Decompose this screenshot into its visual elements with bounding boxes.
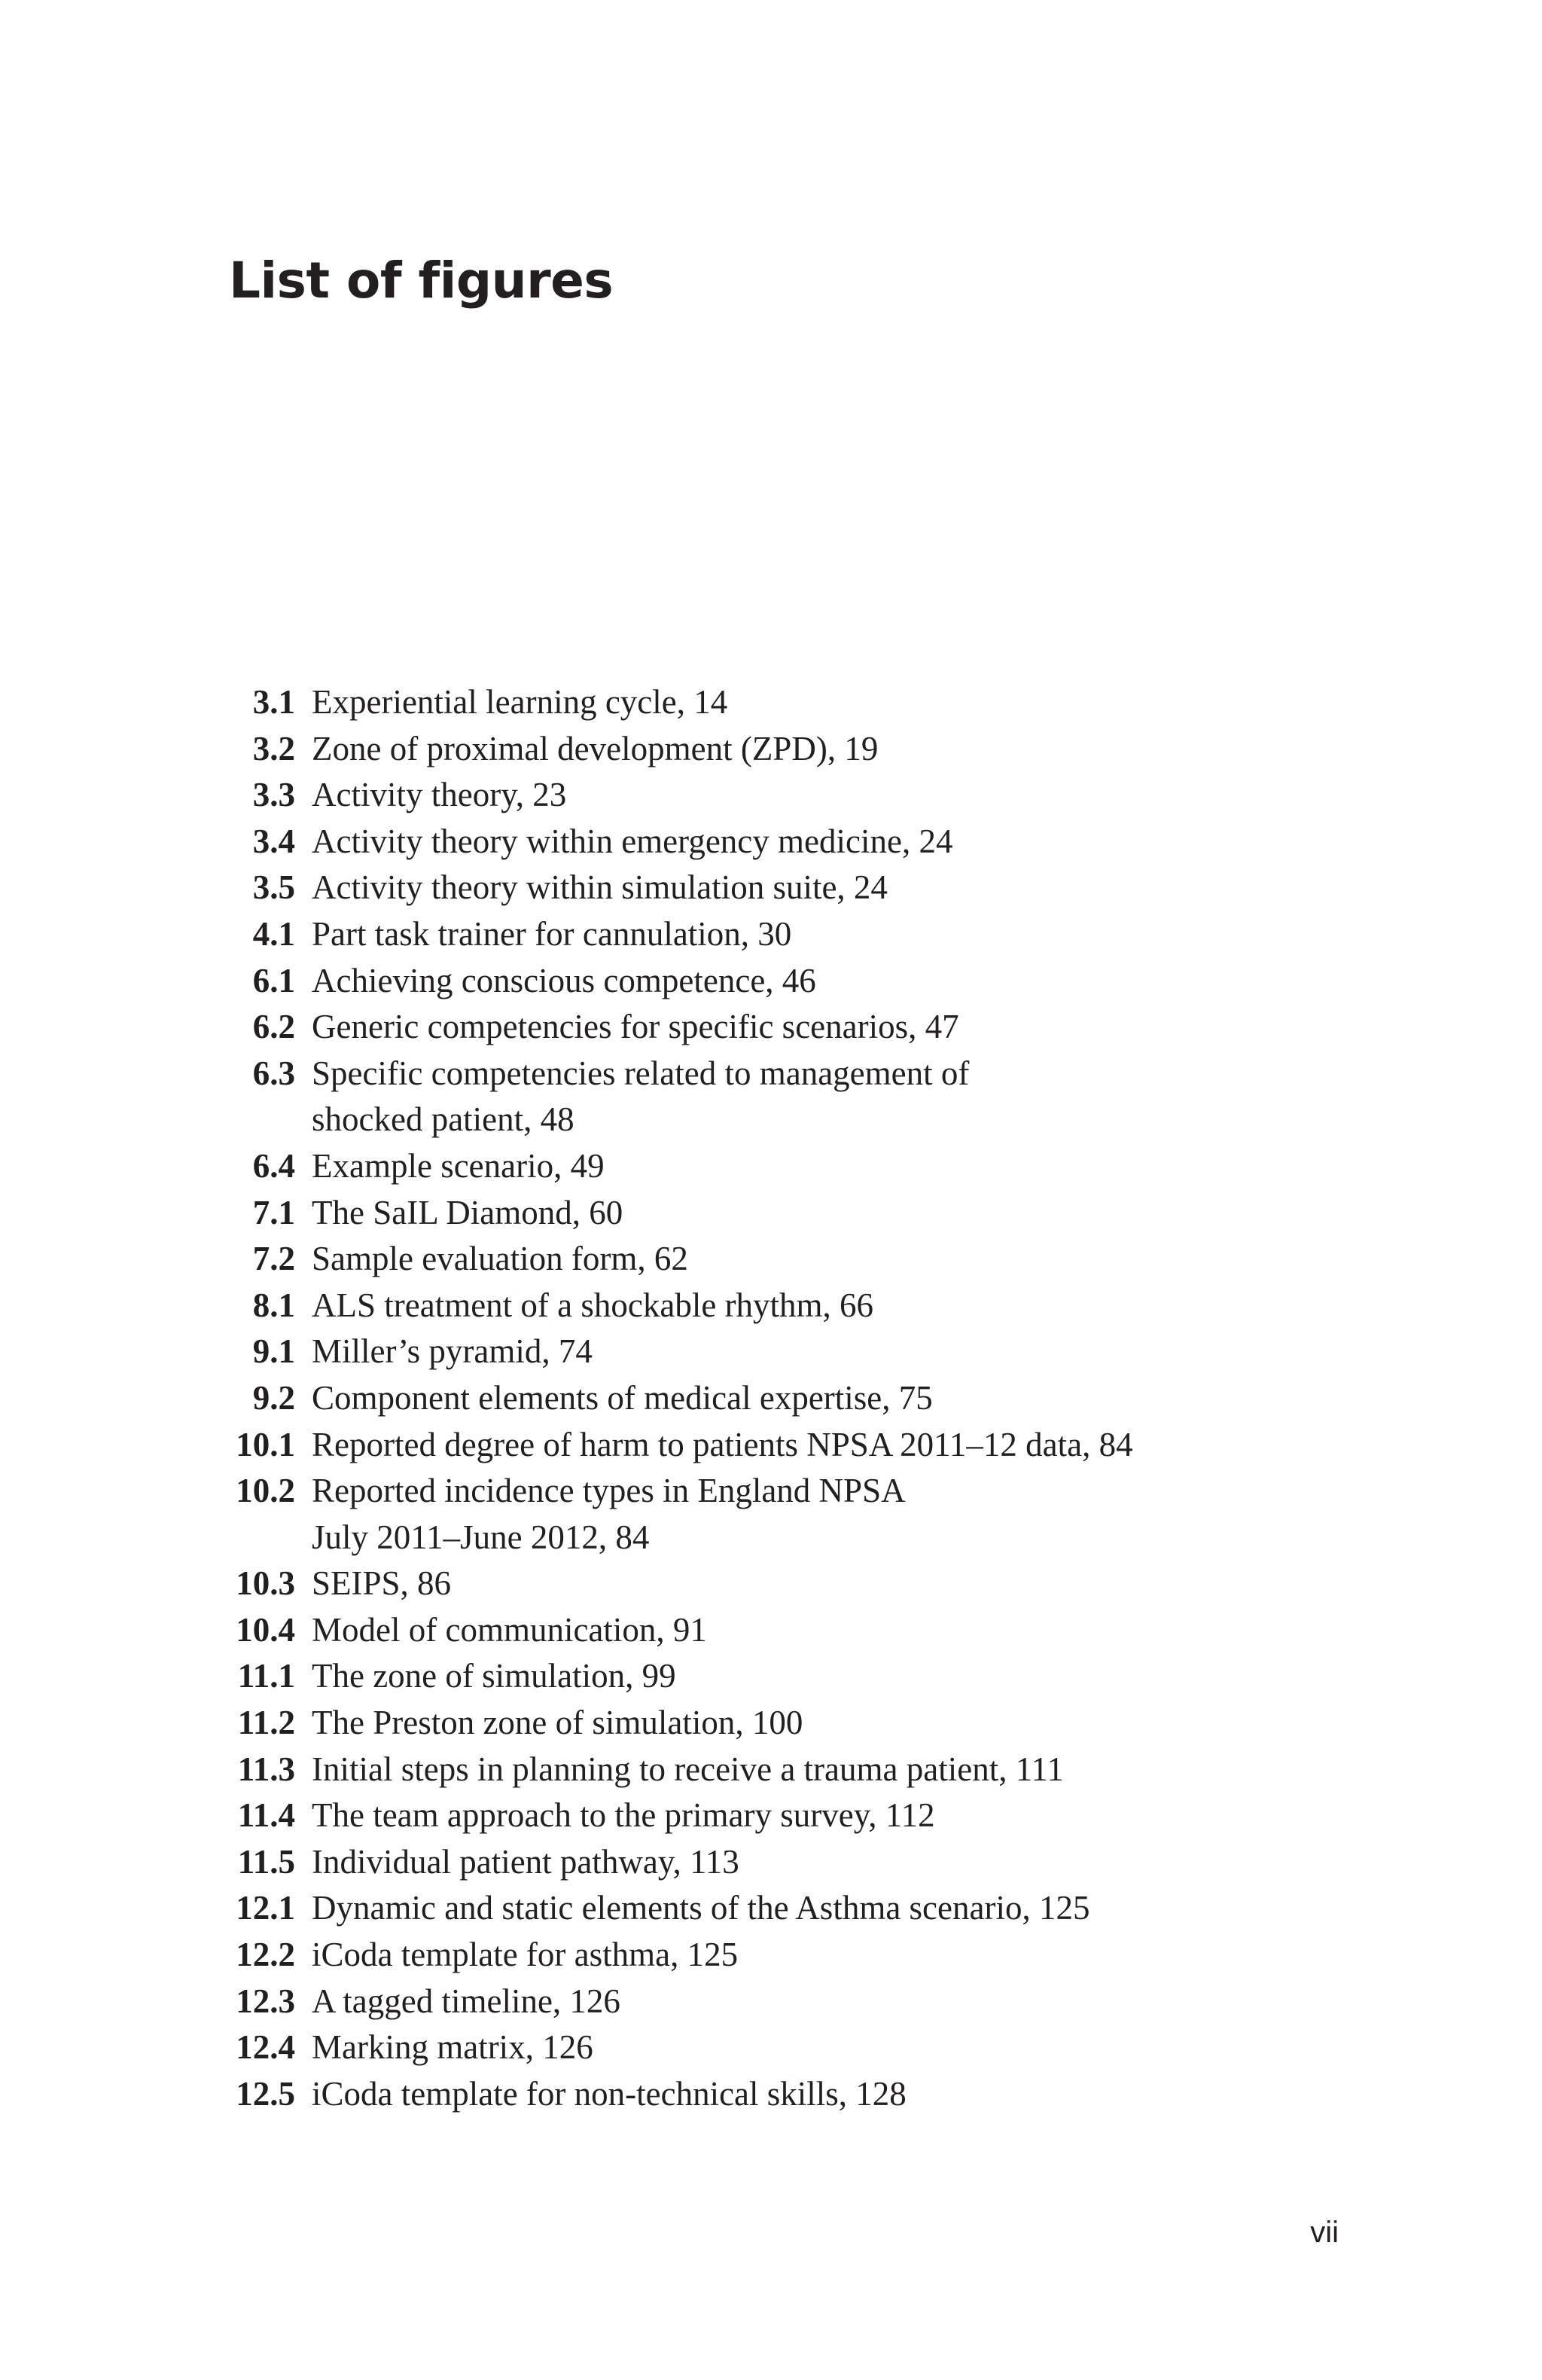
figure-entry xyxy=(0,2071,1542,2118)
figure-number: 6.1 xyxy=(252,961,295,999)
figure-caption: Initial steps in planning to receive a trauma patient, 111 xyxy=(312,1750,1064,1788)
figure-entry xyxy=(0,1004,1542,1051)
figure-entry xyxy=(0,1468,1542,1561)
figure-caption: iCoda template for asthma, 125 xyxy=(312,1936,739,1974)
page-number: vii xyxy=(1310,2216,1339,2249)
figure-entry xyxy=(0,1143,1542,1190)
figure-caption: Zone of proximal development (ZPD), 19 xyxy=(312,729,879,767)
figure-entry xyxy=(0,726,1542,773)
figure-entry xyxy=(0,679,1542,726)
figure-number: 9.2 xyxy=(252,1378,295,1417)
figure-caption: Marking matrix, 126 xyxy=(312,2028,593,2067)
figure-number: 3.5 xyxy=(252,868,295,907)
figure-number: 10.2 xyxy=(236,1472,295,1510)
figure-entry xyxy=(0,819,1542,865)
figure-number: 6.3 xyxy=(252,1054,295,1092)
figure-entry xyxy=(0,865,1542,911)
figure-caption: Model of communication, 91 xyxy=(312,1610,707,1649)
figure-number: 10.4 xyxy=(236,1610,295,1649)
figure-caption: A tagged timeline, 126 xyxy=(312,1982,620,2020)
figure-entry xyxy=(0,911,1542,958)
figure-entry xyxy=(0,1422,1542,1469)
figure-entry xyxy=(0,1236,1542,1283)
figure-entry xyxy=(0,1700,1542,1747)
figure-number: 7.2 xyxy=(252,1240,295,1278)
figure-entry xyxy=(0,772,1542,819)
figure-caption: The zone of simulation, 99 xyxy=(312,1657,676,1695)
figure-number: 10.1 xyxy=(236,1425,295,1463)
figure-number: 6.2 xyxy=(252,1008,295,1046)
figure-entry xyxy=(0,1979,1542,2025)
figure-caption: Individual patient pathway, 113 xyxy=(312,1842,739,1881)
figure-number: 8.1 xyxy=(252,1286,295,1324)
figure-entry xyxy=(0,1607,1542,1654)
figure-entry xyxy=(0,1051,1542,1143)
figure-number: 11.5 xyxy=(237,1842,295,1881)
figure-caption: Activity theory within simulation suite, 24 xyxy=(312,868,888,907)
figure-number: 3.3 xyxy=(252,776,295,814)
figure-entry xyxy=(0,1329,1542,1375)
figure-entry xyxy=(0,1190,1542,1237)
figure-caption: Activity theory within emergency medicine, 24 xyxy=(312,822,953,860)
figure-caption: iCoda template for non-technical skills, 128 xyxy=(312,2074,907,2113)
figure-caption: The team approach to the primary survey, 112 xyxy=(312,1796,935,1835)
figure-number: 12.1 xyxy=(236,1889,295,1927)
figure-entry xyxy=(0,1375,1542,1422)
figure-caption: Activity theory, 23 xyxy=(312,776,567,814)
figure-number: 10.3 xyxy=(236,1564,295,1603)
figure-caption: Reported degree of harm to patients NPSA 2011–12 data, 84 xyxy=(312,1425,1133,1463)
figure-number: 11.2 xyxy=(237,1704,295,1742)
figure-caption: Part task trainer for cannulation, 30 xyxy=(312,914,792,953)
figure-caption: Miller’s pyramid, 74 xyxy=(312,1332,593,1371)
figure-caption: Example scenario, 49 xyxy=(312,1146,605,1185)
figure-number: 3.2 xyxy=(252,729,295,767)
figure-number: 11.4 xyxy=(237,1796,295,1835)
figure-caption: Component elements of medical expertise, 75 xyxy=(312,1378,933,1417)
figure-number: 12.4 xyxy=(236,2028,295,2067)
figure-number: 11.3 xyxy=(237,1750,295,1788)
page-title: List of figures xyxy=(229,252,614,310)
figure-number: 12.5 xyxy=(236,2074,295,2113)
figure-entry xyxy=(0,2025,1542,2071)
figure-caption: The SaIL Diamond, 60 xyxy=(312,1193,623,1231)
figure-number: 12.3 xyxy=(236,1982,295,2020)
figure-caption: SEIPS, 86 xyxy=(312,1564,452,1603)
figure-entry xyxy=(0,1885,1542,1932)
figure-number: 4.1 xyxy=(252,914,295,953)
figure-caption: Dynamic and static elements of the Asthma scenario, 125 xyxy=(312,1889,1090,1927)
figure-entry xyxy=(0,1839,1542,1886)
figure-entry xyxy=(0,1283,1542,1329)
figure-caption: Experiential learning cycle, 14 xyxy=(312,683,728,721)
figure-entry xyxy=(0,1561,1542,1607)
figure-number: 12.2 xyxy=(236,1936,295,1974)
figure-number: 3.4 xyxy=(252,822,295,860)
figure-caption: Reported incidence types in England NPSA July 2011–June 2012, 84 xyxy=(312,1472,906,1556)
figure-number: 7.1 xyxy=(252,1193,295,1231)
figure-number: 9.1 xyxy=(252,1332,295,1371)
figure-entry xyxy=(0,958,1542,1005)
figure-caption: The Preston zone of simulation, 100 xyxy=(312,1704,803,1742)
figure-caption: Specific competencies related to management of shocked patient, 48 xyxy=(312,1054,970,1139)
figure-list xyxy=(0,679,1542,2117)
figure-entry xyxy=(0,1932,1542,1979)
figure-caption: Generic competencies for specific scenarios, 47 xyxy=(312,1008,959,1046)
figure-entry xyxy=(0,1747,1542,1793)
figure-caption: Sample evaluation form, 62 xyxy=(312,1240,688,1278)
figure-number: 6.4 xyxy=(252,1146,295,1185)
figure-number: 3.1 xyxy=(252,683,295,721)
figure-caption: ALS treatment of a shockable rhythm, 66 xyxy=(312,1286,874,1324)
figure-entry xyxy=(0,1653,1542,1700)
figure-caption: Achieving conscious competence, 46 xyxy=(312,961,816,999)
figure-number: 11.1 xyxy=(237,1657,295,1695)
figure-entry xyxy=(0,1793,1542,1839)
